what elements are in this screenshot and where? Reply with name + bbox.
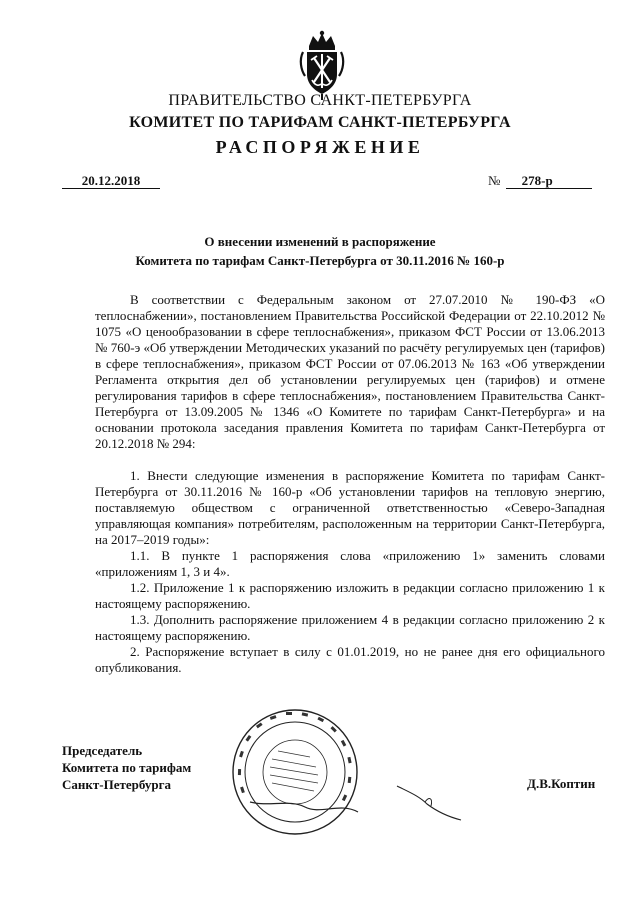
signatory-line-1: Председатель bbox=[62, 743, 143, 758]
number-sign: № bbox=[488, 173, 501, 188]
item-1-1: 1.1. В пункте 1 распоряжения слова «приложению 1» заменить словами «приложениям 1, 3 и 4». bbox=[95, 548, 605, 579]
document-number-field bbox=[488, 173, 592, 189]
document-type: РАСПОРЯЖЕНИЕ bbox=[215, 137, 425, 157]
item-1-3: 1.3. Дополнить распоряжение приложением 4 в редакции согласно приложению 2 к настоящему распоряжению. bbox=[95, 612, 605, 643]
item-1-2: 1.2. Приложение 1 к распоряжению изложить в редакции согласно приложению 1 к настоящему распоряжению. bbox=[95, 580, 605, 611]
preamble-paragraph: В соответствии с Федеральным законом от 27.07.2010 № 190-ФЗ «О теплоснабжении», постановлением Правительства Российской Федерации от 22.10.2012 № 1075 «О ценообразовании в сфере теплоснабжения», приказом ФСТ России от 13.06.2013 № 760-э «Об утверждении Методических указаний по расчёту регулируемых цен (тарифов) в сфере теплоснабжения», приказом ФСТ России от 07.06.2013 № 163 «Об утверждении Регламента открытия дел об установлении регулируемых цен (тарифов) и отмене регулирования тарифов в сфере теплоснабжения», постановлением Правительства Санкт-Петербурга от 13.09.2005 № 1346 «О Комитете по тарифам Санкт-Петербурга» и на основании протокола заседания правления Комитета по тарифам Санкт-Петербурга от 20.12.2018 № 294: bbox=[95, 292, 605, 451]
signatory-line-2: Комитета по тарифам bbox=[62, 760, 192, 775]
signatory-title bbox=[62, 742, 191, 793]
signatory-line-3: Санкт-Петербурга bbox=[62, 777, 171, 792]
item-1: 1. Внести следующие изменения в распоряжение Комитета по тарифам Санкт-Петербурга от 30.11.2016 № 160-р «Об установлении тарифов на тепловую энергию, поставляемую обществом с ограниченной ответственностью «Северо-Западная управляющая компания» потребителям, расположенным на территории Санкт-Петербурга, на 2017–2019 годы»: bbox=[95, 468, 605, 547]
government-title: ПРАВИТЕЛЬСТВО САНКТ-ПЕТЕРБУРГА bbox=[168, 92, 472, 109]
document-date: 20.12.2018 bbox=[62, 173, 160, 189]
document-body bbox=[95, 292, 605, 676]
official-seal-icon bbox=[230, 707, 360, 837]
subject-line-1: О внесении изменений в распоряжение bbox=[204, 234, 436, 249]
document-number: 278-р bbox=[506, 173, 592, 189]
signatory-name: Д.В.Коптин bbox=[527, 776, 596, 791]
signature-scribble-icon bbox=[395, 778, 465, 823]
committee-title: КОМИТЕТ ПО ТАРИФАМ САНКТ-ПЕТЕРБУРГА bbox=[129, 114, 511, 131]
item-2: 2. Распоряжение вступает в силу с 01.01.2019, но не ранее дня его официального опубликования. bbox=[95, 644, 605, 675]
subject-line-2: Комитета по тарифам Санкт-Петербурга от 30.11.2016 № 160-р bbox=[135, 253, 505, 268]
